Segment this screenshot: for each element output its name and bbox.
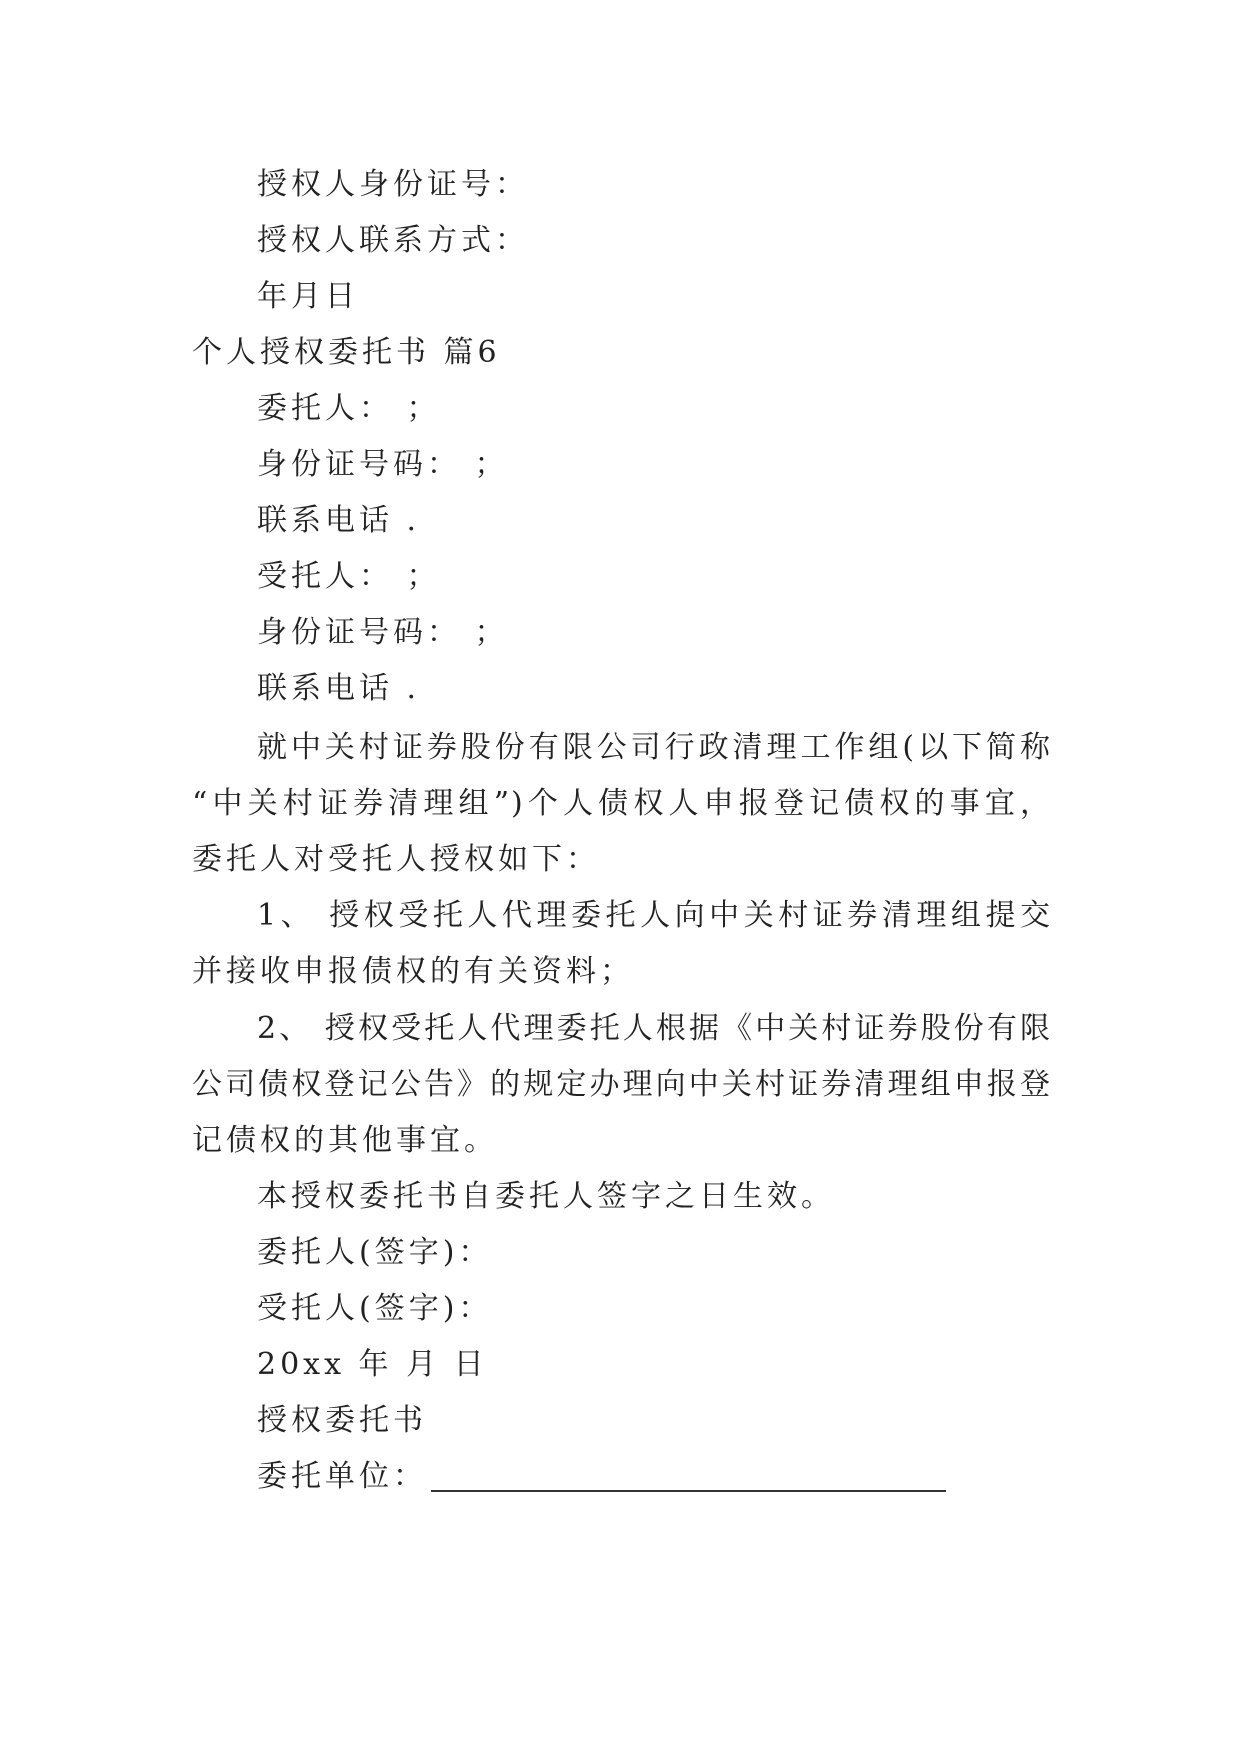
effective-statement: 本授权委托书自委托人签字之日生效。 bbox=[257, 1179, 835, 1214]
list-item-line: 记债权的其他事宜。 bbox=[192, 1123, 498, 1158]
entrusting-unit-label: 委托单位： bbox=[257, 1459, 427, 1494]
principal-phone-line: 联系电话 . bbox=[257, 503, 421, 538]
date-line: 年月日 bbox=[257, 279, 359, 314]
signing-date-line: 20xx 年 月 日 bbox=[257, 1347, 488, 1382]
principal-line: 委托人： ； bbox=[257, 391, 441, 426]
list-item-line: 并接收申报债权的有关资料； bbox=[192, 954, 634, 989]
list-item-line: 2、 授权受托人代理委托人根据《中关村证券股份有限 bbox=[257, 1011, 1052, 1046]
list-item-line: 1、 授权受托人代理委托人向中关村证券清理组提交 bbox=[257, 898, 1052, 933]
agent-line: 受托人： ； bbox=[257, 559, 441, 594]
paragraph-line: 就中关村证券股份有限公司行政清理工作组(以下简称 bbox=[257, 730, 1052, 765]
authorized-id-number-line: 授权人身份证号： bbox=[257, 167, 529, 202]
entrusting-unit-line bbox=[257, 1457, 946, 1497]
principal-id-line: 身份证号码： ； bbox=[257, 447, 509, 482]
principal-signature-line: 委托人(签字)： bbox=[257, 1235, 493, 1270]
section-heading: 个人授权委托书 篇6 bbox=[192, 335, 501, 370]
agent-signature-line: 受托人(签字)： bbox=[257, 1291, 493, 1326]
paragraph-line: “中关村证券清理组”)个人债权人申报登记债权的事宜， bbox=[192, 786, 1052, 821]
paragraph-line: 委托人对受托人授权如下： bbox=[192, 842, 600, 877]
agent-phone-line: 联系电话 . bbox=[257, 671, 421, 706]
fill-in-blank bbox=[431, 1490, 946, 1492]
authorized-contact-line: 授权人联系方式： bbox=[257, 223, 529, 258]
subheading: 授权委托书 bbox=[257, 1403, 427, 1438]
agent-id-line: 身份证号码： ； bbox=[257, 615, 509, 650]
list-item-line: 公司债权登记公告》的规定办理向中关村证券清理组申报登 bbox=[192, 1067, 1052, 1102]
